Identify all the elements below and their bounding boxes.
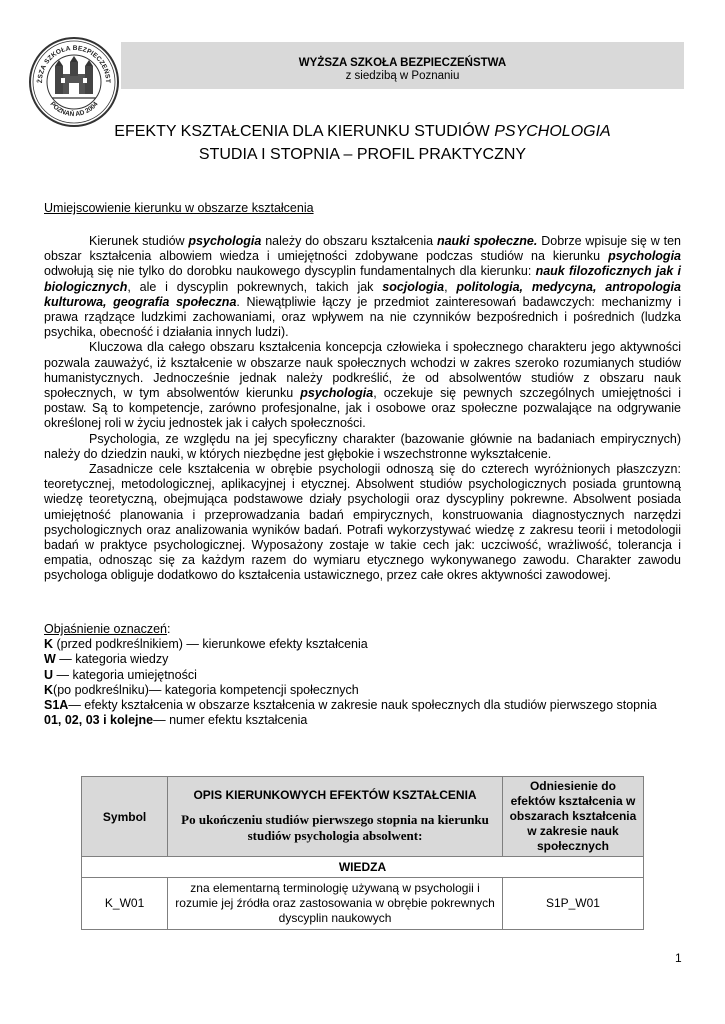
- page-number: 1: [675, 951, 682, 965]
- paragraph-text: należy do obszaru kształcenia: [261, 234, 437, 248]
- legend-code: 01, 02, 03 i kolejne: [44, 713, 154, 728]
- header-symbol: Symbol: [82, 777, 168, 857]
- emphasized-term: nauki społeczne.: [436, 234, 538, 248]
- title-line-2: STUDIA I STOPNIA – PROFIL PRAKTYCZNY: [198, 146, 527, 163]
- learning-outcomes-table: [81, 776, 644, 930]
- paragraph-text: Kluczowa dla całego obszaru kształcenia koncepcja człowieka i społecznego charakteru jego aktywności pozwala zauważyć, iż kształcenie w obszarze nauk społecznych wchodzi w zakres szeroko rozumianych studiów humanistycznych. Jednocześnie jednak należy podkreślić, że od absolwentów studiów z obszaru nauk społecznych, w tym absolwentów kierunku: [44, 340, 681, 401]
- paragraph-text: Zasadnicze cele kształcenia w obrębie psychologii odnoszą się do czterech wyróżnionych płaszczyzn: teoretycznej, metodologicznej, aplikacyjnej i etycznej. Absolwent studiów psychologicznych posiada gruntowną wiedzę teoretyczną, obejmująca podstawowe działy psychologii oraz dyscypliny pokrewne. Absolwent posiada umiejętność planowania i przeprowadzania badań empirycznych, konstruowania diagnostycznych narzędzi psychologicznych oraz analizowania wyników badań. Potrafi wykorzystywać wiedzę z zakresu teorii i metodologii badań w praktyce psychologicznej. Wyposażony zostaje w takie cech jak: uczciwość, wrażliwość, tolerancja i empatia, odnosząc się za każdym razem do wymiaru etycznego wykonywanego zawodu. Charakter zawodu psychologa obliguje dodatkowo do kształcenia ustawicznego, przez całe okres aktywności zawodowej.: [44, 462, 681, 583]
- legend-heading-text: Objaśnienie oznaczeń: [44, 622, 167, 636]
- emphasized-term: psychologia: [300, 386, 374, 401]
- header-description-subtitle: Po ukończeniu studiów pierwszego stopnia na kierunku studiów psychologia absolwent:: [181, 811, 489, 843]
- table-category-row: [82, 857, 644, 878]
- paragraph: [44, 432, 681, 462]
- cell-reference: S1P_W01: [502, 878, 643, 930]
- legend-desc: — kategoria wiedzy: [55, 652, 169, 667]
- title-line-1-emphasis: PSYCHOLOGIA: [494, 123, 611, 140]
- paragraph-text: Kierunek studiów: [89, 234, 189, 248]
- legend-item: [44, 637, 681, 652]
- legend-item: [44, 652, 681, 667]
- document-title: [0, 120, 725, 166]
- header-description-title: OPIS KIERUNKOWYCH EFEKTÓW KSZTAŁCENIA: [193, 787, 477, 802]
- legend-desc: — efekty kształcenia w obszarze kształcenia w zakresie nauk społecznych dla studiów pierwszego stopnia: [68, 698, 657, 713]
- svg-text:POZNAŃ AD 2004: POZNAŃ AD 2004: [48, 100, 100, 119]
- legend-heading: [44, 622, 681, 637]
- title-line-1-prefix: EFEKTY KSZTAŁCENIA DLA KIERUNKU STUDIÓW: [114, 123, 495, 140]
- table-row: [82, 878, 644, 930]
- institution-seat: z siedzibą w Poznaniu: [345, 70, 460, 82]
- paragraph-text: , ale i dyscyplin pokrewnych, takich jak: [127, 279, 383, 294]
- paragraph-text: Psychologia, ze względu na jej specyficzny charakter (bazowanie głównie na badaniach empirycznych) należy do dziedzin nauki, w których niezbędne jest głębokie i wszechstronne wykształcenie.: [44, 431, 681, 461]
- emphasized-term: politologia, medycyna, antropologia kulturowa, geografia społeczna: [44, 279, 681, 309]
- legend-item: [44, 668, 681, 683]
- paragraph: [44, 340, 681, 431]
- section-heading: Umiejscowienie kierunku w obszarze kształcenia: [44, 201, 314, 215]
- legend-desc: (przed podkreślnikiem) — kierunkowe efekty kształcenia: [53, 637, 368, 652]
- svg-text:WYŻSZA SZKOŁA BEZPIECZEŃSTWA: ŻSZA SZKOŁA BEZPIECZEŃST: [36, 44, 112, 84]
- legend-desc: (po podkreślniku)— kategoria kompetencji społecznych: [53, 682, 359, 697]
- emphasized-term: psychologia: [608, 249, 681, 264]
- cell-symbol: K_W01: [82, 878, 168, 930]
- emphasized-term: socjologia: [382, 279, 445, 294]
- legend: [44, 622, 681, 728]
- institution-name: WYŻSZA SZKOŁA BEZPIECZEŃSTWA: [298, 57, 507, 69]
- paragraph-text: . Niewątpliwie łączy je przedmiot zainteresowań badawczych: mechanizmy i prawa rządzące ludzkimi zachowaniami, oraz wpływem na nie czynników bezpośrednich i pośrednich (ludzka psychika, obecność i działania innych ludzi).: [44, 294, 681, 340]
- legend-code: K: [44, 682, 54, 697]
- legend-item: [44, 698, 681, 713]
- emphasized-term: nauk filozoficznych jak i biologicznych: [44, 264, 681, 294]
- legend-code: K: [44, 637, 54, 652]
- paragraph-text: Dobrze wpisuje się w ten obszar kształcenia albowiem wiedza i umiejętności zdobywane podczas studiów na kierunku: [44, 234, 681, 264]
- paragraph-text: ,: [444, 279, 457, 294]
- table-header-row: [82, 777, 644, 857]
- body-text: [44, 234, 681, 584]
- title-line-1: [0, 120, 725, 143]
- cell-description: zna elementarną terminologię używaną w psychologii i rozumie jej źródła oraz zastosowania w obrębie pokrewnych dyscyplin naukowych: [168, 878, 503, 930]
- paragraph-text: odwołują się nie tylko do dorobku naukowego dyscyplin fundamentalnych dla kierunku:: [44, 264, 536, 279]
- header-description: [168, 777, 503, 857]
- legend-code: S1A: [44, 698, 69, 713]
- emphasized-term: psychologia: [188, 234, 262, 248]
- legend-code: U: [44, 667, 54, 682]
- paragraph: [44, 462, 681, 584]
- university-seal-icon: [28, 36, 120, 128]
- paragraph-text: , oczekuje się pewnych szczególnych umiejętności i postaw. Są to kompetencje, zarówno profesjonalne, jak i osobowe oraz społeczne pozwalające na odgrywanie określonej roli w życiu jednostek jak i całych społeczności.: [44, 386, 681, 431]
- paragraph: [44, 234, 681, 340]
- legend-heading-colon: :: [167, 622, 171, 636]
- institution-header: [121, 42, 684, 89]
- legend-item: [44, 713, 681, 728]
- legend-desc: — numer efektu kształcenia: [153, 713, 308, 728]
- legend-code: W: [44, 652, 56, 667]
- category-label: WIEDZA: [82, 857, 644, 878]
- legend-desc: — kategoria umiejętności: [53, 667, 197, 682]
- header-reference: Odniesienie do efektów kształcenia w obszarach kształcenia w zakresie nauk społecznych: [502, 777, 643, 857]
- legend-item: [44, 683, 681, 698]
